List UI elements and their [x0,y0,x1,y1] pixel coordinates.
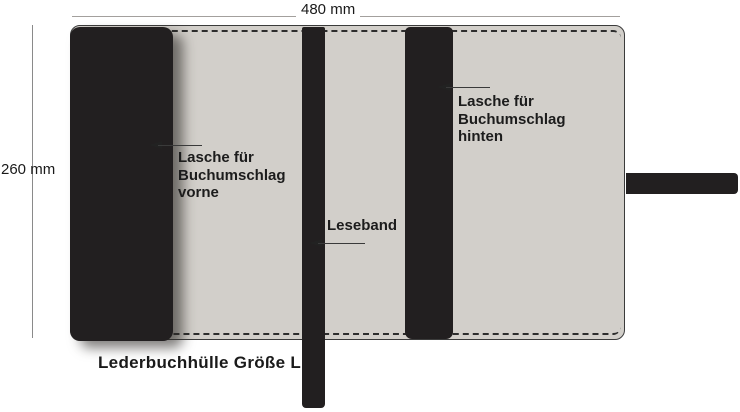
bookmark-ribbon-label [327,217,397,235]
leader-line-ribbon [318,243,365,244]
closure-tab [626,173,738,194]
leader-line-back [446,87,490,88]
height-dimension-label: 260 mm [1,161,56,178]
back-flap-strap [405,27,453,339]
front-flap [70,27,173,341]
bookmark-ribbon-label-text: Leseband [327,217,398,234]
width-dimension-label: 480 mm [296,1,360,19]
front-flap-label-line1: Lasche für [178,149,254,166]
front-flap-label [178,149,286,202]
back-flap-label-line1: Lasche für [458,93,534,110]
leader-line-front [158,145,202,146]
bookmark-ribbon [302,27,325,408]
front-flap-label-line3: vorne [178,184,219,201]
back-flap-label-line2: Buchumschlag [458,110,566,128]
back-flap-label [458,93,566,146]
back-flap-label-line3: hinten [458,128,503,145]
height-dimension-line [32,25,33,338]
front-flap-label-line2: Buchumschlag [178,166,286,184]
diagram-title: Lederbuchhülle Größe L [98,353,302,372]
